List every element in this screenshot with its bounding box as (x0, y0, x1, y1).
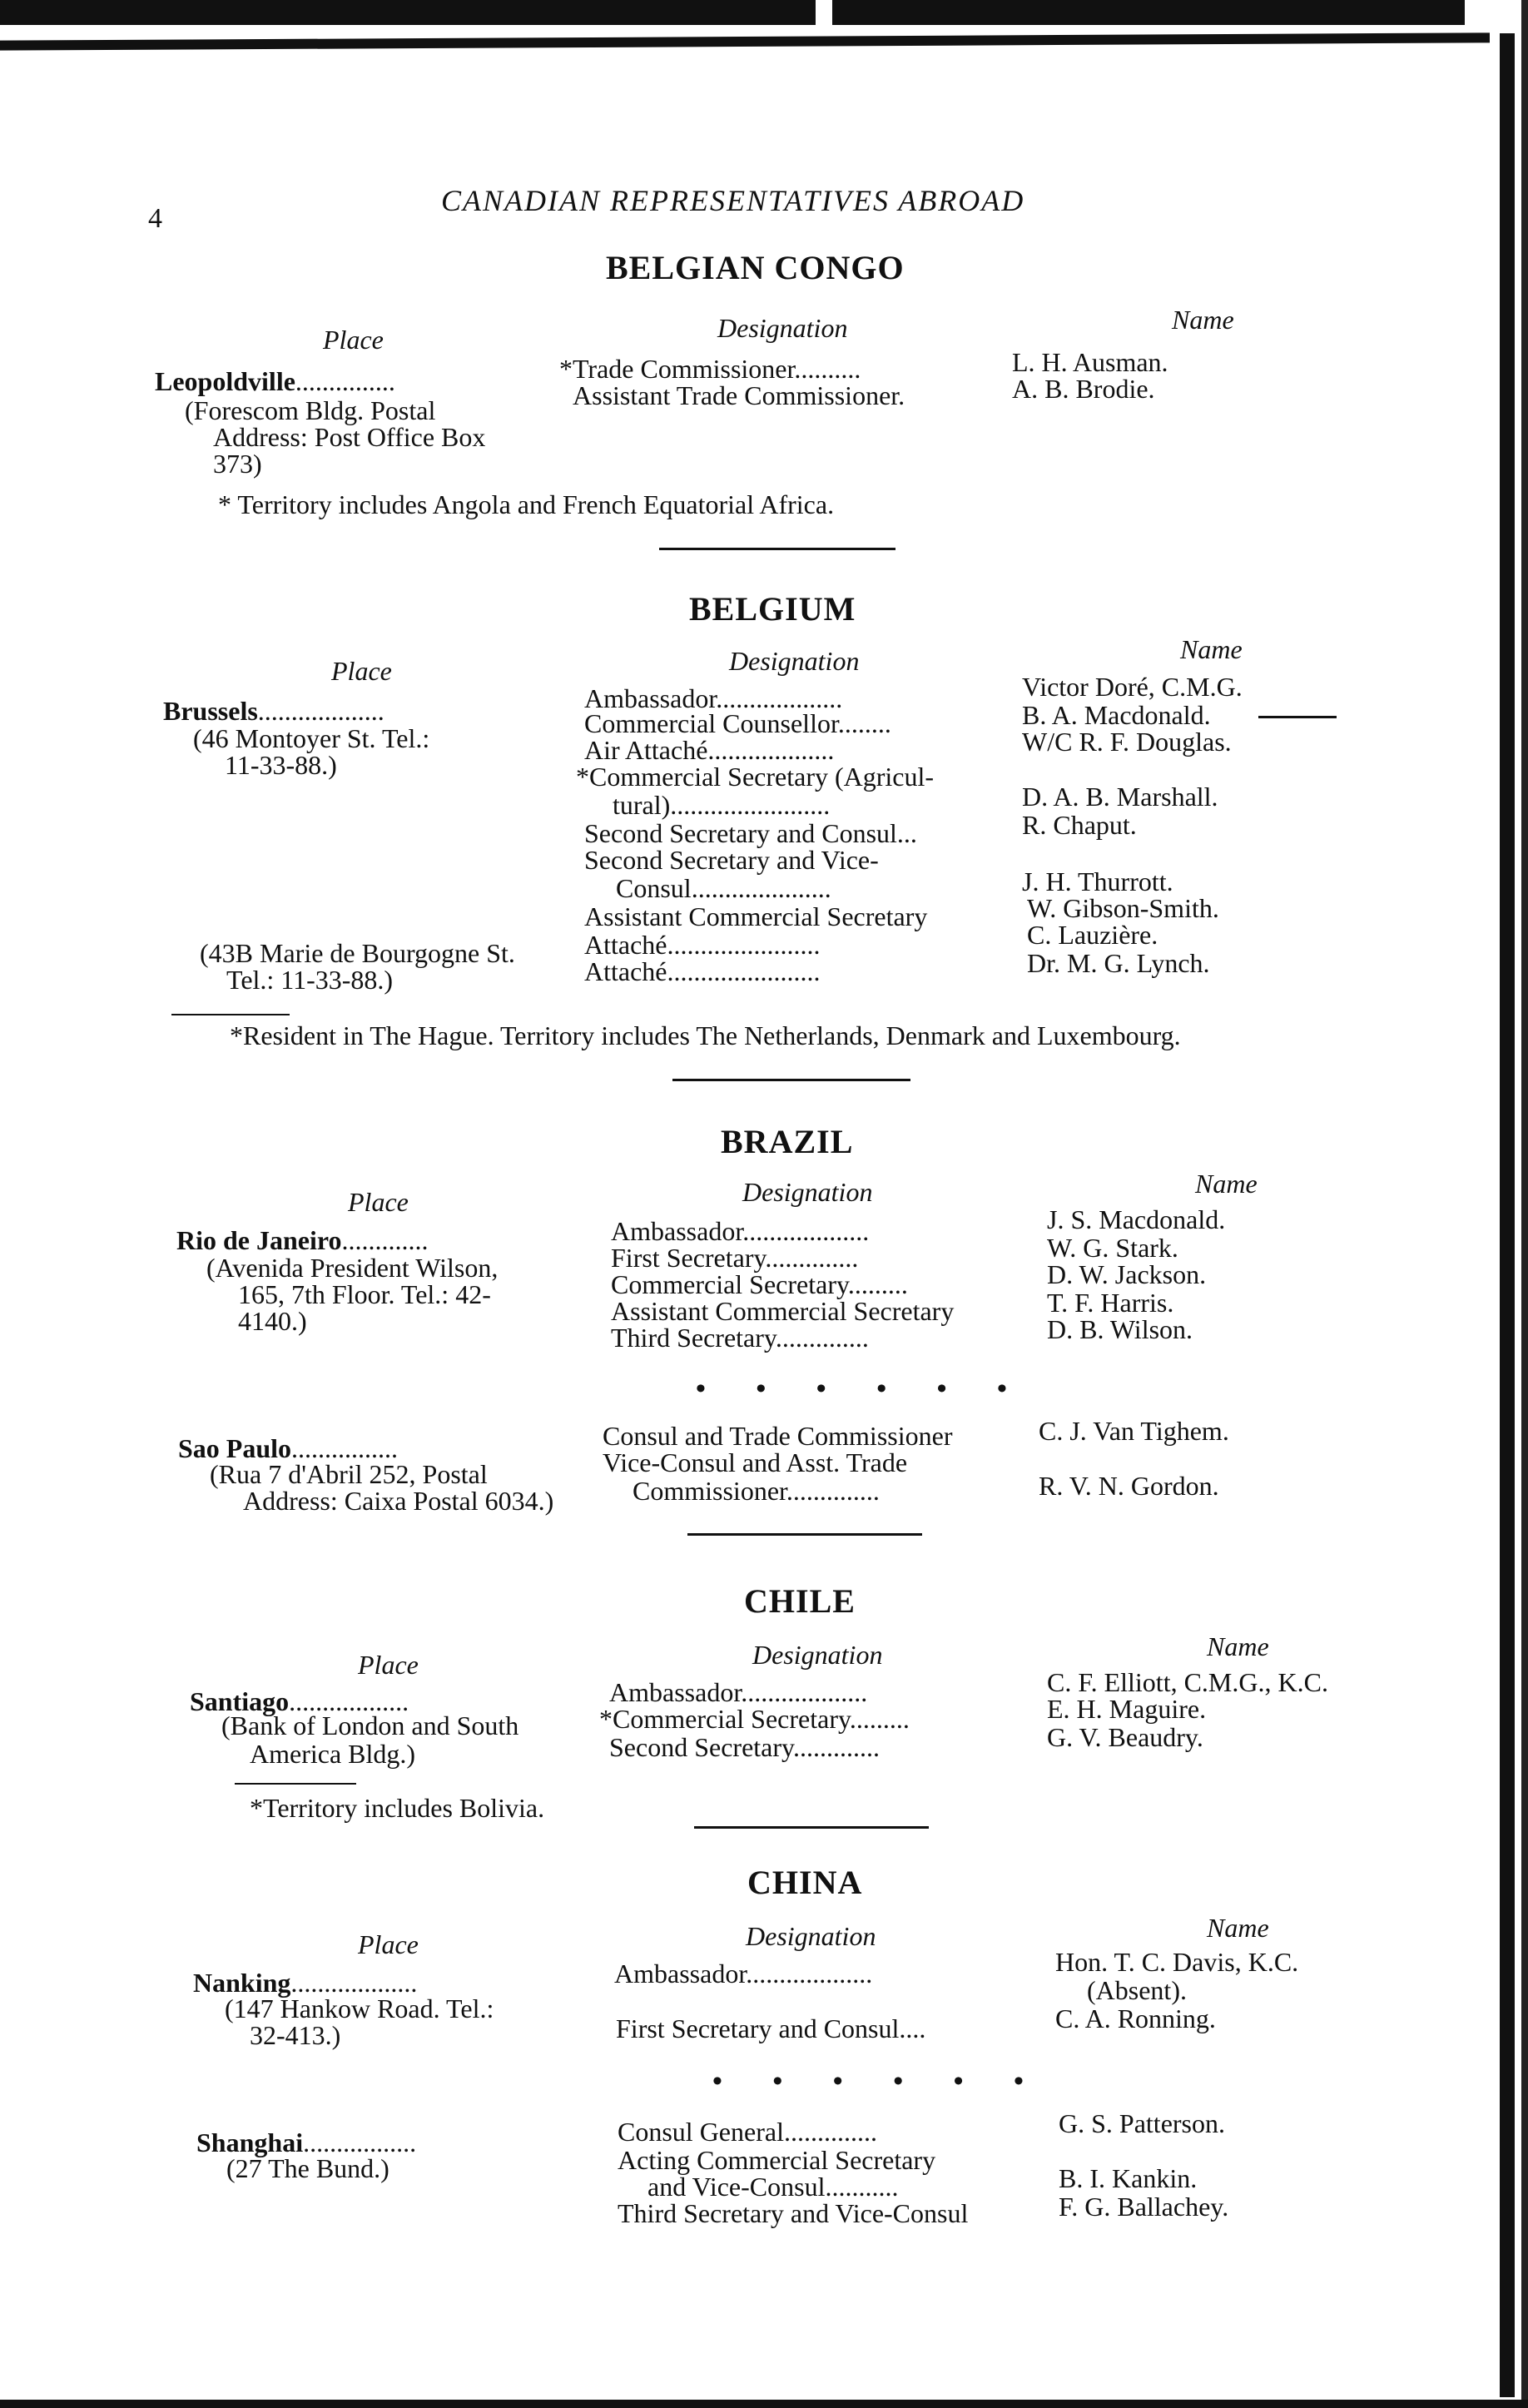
place-name: Shanghai................. (196, 2127, 417, 2157)
designation: Commissioner.............. (633, 1476, 880, 1506)
representative-name: A. B. Brodie. (1012, 374, 1155, 404)
footnote-rule (171, 1014, 290, 1015)
designation: Second Secretary and Vice- (584, 845, 879, 875)
designation: Ambassador................... (614, 1959, 873, 1988)
column-header-designation: Designation (717, 313, 848, 343)
column-header-place: Place (358, 1929, 419, 1959)
column-header-designation: Designation (742, 1177, 873, 1207)
place-address-line: 32-413.) (250, 2020, 341, 2050)
place-name: Nanking................... (193, 1968, 418, 1998)
representative-name: B. I. Kankin. (1059, 2163, 1198, 2193)
designation: Consul General.............. (618, 2117, 877, 2147)
column-header-place: Place (323, 325, 384, 355)
column-header-name: Name (1207, 1913, 1269, 1943)
representative-name: (Absent). (1087, 1975, 1187, 2005)
entry-separator: • • • • • • (696, 1373, 1029, 1404)
scan-top-border (0, 0, 1528, 48)
column-header-place: Place (348, 1187, 409, 1217)
column-header-designation: Designation (746, 1921, 876, 1951)
place-address-line: America Bldg.) (250, 1739, 416, 1769)
designation: First Secretary.............. (611, 1243, 859, 1273)
column-header-name: Name (1207, 1631, 1269, 1661)
designation: *Trade Commissioner.......... (559, 354, 861, 384)
designation: Acting Commercial Secretary (618, 2145, 936, 2175)
representative-name: D. W. Jackson. (1047, 1259, 1207, 1289)
place-address-line: Tel.: 11-33-88.) (226, 965, 394, 995)
place-address-line: Address: Post Office Box (213, 422, 486, 452)
representative-name: J. S. Macdonald. (1047, 1204, 1226, 1234)
place-name: Santiago.................. (190, 1686, 409, 1716)
designation: Ambassador................... (584, 683, 843, 713)
country-heading: BELGIAN CONGO (606, 249, 905, 286)
running-head: CANADIAN REPRESENTATIVES ABROAD (441, 184, 1025, 217)
place-address-line: (Forescom Bldg. Postal (185, 395, 436, 425)
designation: First Secretary and Consul.... (616, 2013, 926, 2043)
representative-name: W/C R. F. Douglas. (1022, 727, 1232, 757)
column-header-place: Place (358, 1650, 419, 1680)
designation: *Commercial Secretary......... (599, 1704, 910, 1734)
footnote-rule (235, 1783, 356, 1785)
designation: Attaché....................... (584, 930, 821, 960)
designation: Third Secretary and Vice-Consul (618, 2198, 969, 2228)
footnote: * Territory includes Angola and French Equatorial Africa. (218, 489, 835, 519)
column-header-name: Name (1172, 305, 1234, 335)
designation: Second Secretary and Consul... (584, 818, 917, 848)
footnote: *Territory includes Bolivia. (250, 1793, 545, 1823)
representative-name: L. H. Ausman. (1012, 347, 1168, 377)
representative-name: C. A. Ronning. (1055, 2003, 1216, 2033)
designation: *Commercial Secretary (Agricul- (576, 762, 935, 792)
scan-right-edge (1521, 0, 1528, 2408)
representative-name: Dr. M. G. Lynch. (1027, 948, 1210, 978)
designation: Commercial Counsellor........ (584, 708, 891, 738)
designation: Second Secretary............. (609, 1732, 880, 1762)
representative-name: W. Gibson-Smith. (1027, 893, 1219, 923)
place-address-line: (46 Montoyer St. Tel.: (193, 723, 430, 753)
column-header-designation: Designation (729, 646, 860, 676)
place-name: Sao Paulo................ (178, 1433, 399, 1463)
representative-name: C. J. Van Tighem. (1039, 1416, 1229, 1446)
designation: Assistant Trade Commissioner. (573, 380, 905, 410)
representative-name: T. F. Harris. (1047, 1288, 1174, 1318)
section-divider (687, 1533, 922, 1536)
representative-name: W. G. Stark. (1047, 1233, 1178, 1263)
country-heading: CHILE (744, 1582, 856, 1620)
place-address-line: (43B Marie de Bourgogne St. (200, 938, 515, 968)
place-address-line: 4140.) (238, 1306, 307, 1336)
footnote: *Resident in The Hague. Territory includes The Netherlands, Denmark and Luxembourg. (230, 1020, 1181, 1050)
place-address-line: (147 Hankow Road. Tel.: (225, 1993, 494, 2023)
representative-name: R. V. N. Gordon. (1039, 1471, 1219, 1501)
designation: Assistant Commercial Secretary (584, 901, 928, 931)
place-address-line: 165, 7th Floor. Tel.: 42- (238, 1279, 491, 1309)
designation: Ambassador................... (611, 1216, 870, 1246)
representative-name: E. H. Maguire. (1047, 1694, 1207, 1724)
pen-mark (1258, 716, 1337, 718)
column-header-place: Place (331, 656, 392, 686)
designation: Ambassador................... (609, 1677, 868, 1707)
section-divider (672, 1079, 910, 1081)
column-header-name: Name (1180, 634, 1243, 664)
representative-name: Victor Doré, C.M.G. (1022, 672, 1243, 702)
representative-name: D. B. Wilson. (1047, 1314, 1193, 1344)
designation: Attaché....................... (584, 956, 821, 986)
representative-name: J. H. Thurrott. (1022, 866, 1173, 896)
country-heading: BRAZIL (721, 1123, 854, 1160)
place-address-line: (27 The Bund.) (226, 2153, 389, 2183)
representative-name: F. G. Ballachey. (1059, 2192, 1229, 2222)
designation: and Vice-Consul........... (647, 2172, 899, 2202)
representative-name: C. F. Elliott, C.M.G., K.C. (1047, 1667, 1328, 1697)
representative-name: B. A. Macdonald. (1022, 700, 1211, 730)
place-name: Brussels................... (163, 696, 384, 726)
representative-name: R. Chaput. (1022, 810, 1137, 840)
place-address-line: 373) (213, 449, 262, 479)
designation: Consul..................... (616, 873, 831, 903)
representative-name: D. A. B. Marshall. (1022, 782, 1218, 812)
place-name: Rio de Janeiro............. (176, 1225, 429, 1255)
scan-right-border (1500, 33, 1515, 2397)
column-header-designation: Designation (752, 1640, 883, 1670)
entry-separator: • • • • • • (712, 2066, 1045, 2097)
place-name: Leopoldville............... (155, 366, 395, 396)
representative-name: G. V. Beaudry. (1047, 1722, 1203, 1752)
designation: Air Attaché................... (584, 735, 835, 765)
section-divider (659, 548, 895, 550)
scan-bottom-border (0, 2400, 1528, 2408)
page-number: 4 (148, 203, 162, 234)
country-heading: BELGIUM (689, 590, 856, 628)
column-header-name: Name (1195, 1169, 1258, 1199)
representative-name: G. S. Patterson. (1059, 2108, 1225, 2138)
place-address-line: 11-33-88.) (225, 750, 337, 780)
representative-name: C. Lauzière. (1027, 920, 1158, 950)
designation: Commercial Secretary......... (611, 1269, 908, 1299)
place-address-line: Address: Caixa Postal 6034.) (243, 1486, 554, 1516)
designation: Assistant Commercial Secretary (611, 1296, 955, 1326)
country-heading: CHINA (747, 1864, 863, 1901)
designation: Vice-Consul and Asst. Trade (603, 1447, 908, 1477)
designation: Third Secretary.............. (611, 1323, 869, 1353)
designation: tural)........................ (613, 790, 831, 820)
place-address-line: (Bank of London and South (221, 1710, 519, 1740)
representative-name: Hon. T. C. Davis, K.C. (1055, 1947, 1299, 1977)
place-address-line: (Avenida President Wilson, (206, 1253, 499, 1283)
place-address-line: (Rua 7 d'Abril 252, Postal (210, 1459, 488, 1489)
section-divider (694, 1826, 929, 1829)
designation: Consul and Trade Commissioner (603, 1421, 953, 1451)
